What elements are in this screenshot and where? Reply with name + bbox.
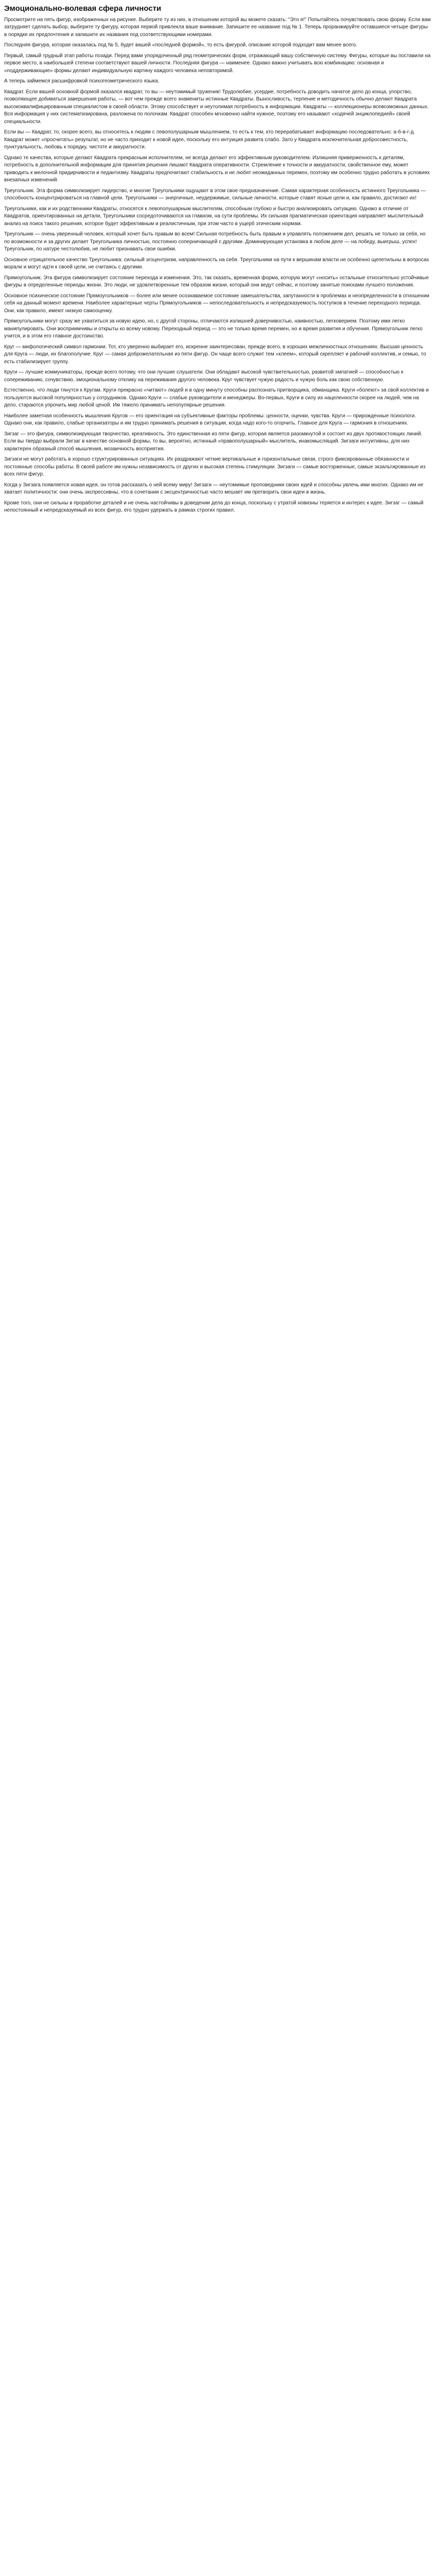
- article-paragraph: Треугольники, как и их родственники Квадраты, относятся к левополушарным мыслителям, способным глубоко и быстро анализировать ситуацию. Однако в отличие от Квадратов, ориентированных на детали, Треугольники сосредоточиваются на главном, на сути проблемы. Их сильная прагматическая ориентация направляет мыслительный анализ на поиск такого решения, которое будет эффективным и реалистичным, при этом часто в ущерб этическим нормам.: [4, 206, 424, 227]
- article-paragraph: Кроме того, они не сильны в проработке деталей и не очень настойчивы в доведении дела до конца, поскольку с утратой новизны теряется и интерес к идее. Зигзаг — самый непостоянный и непредсказуемый из всех фигур, его трудно удержать в рамках строгих правил.: [4, 500, 424, 514]
- article-body: [4, 16, 431, 515]
- article-page: [0, 0, 436, 522]
- article-paragraph: Квадрат. Если вашей основной формой оказался квадрат, то вы — неутомимый труженик! Трудолюбие, усердие, потребность доводить начатое дело до конца, упорство, позволяющее добиваться завершения работы, — вот чем прежде всего знамениты истинные Квадраты. Выносливость, терпение и методичность обычно делают Квадрата высококвалифицированным специалистом в своей области. Этому способствует и неутолимая потребность в информации. Квадраты — коллекционеры всевозможных данных. Вся информация у них систематизирована, разложена по полочкам. Квадрат способен мгновенно найти нужное, поэтому его называют «ходячей энциклопедией» своей специальности.: [4, 89, 429, 125]
- article-paragraph: Треугольник. Эта форма символизирует лидерство, и многие Треугольники ощущают в этом свое предназначение. Самая характерная особенность истинного Треугольника — способность концентрироваться на главной цели. Треугольники — энергичные, неудержимые, сильные личности, которые ставят ясные цели и, как правило, достигают их!: [4, 188, 426, 201]
- article-paragraph: Если вы — Квадрат, то, скорее всего, вы относитесь к людям с левополушарным мышлением, то есть к тем, кто перерабатывает информацию последовательно: а-б-в-г-д. Квадрат может «просчитать» результат, но не часто приходит к новой идее, поскольку его интуиция развита слабо. Зато у Квадрата исключительная добросовестность, пунктуальность, любовь к порядку, чистоте и аккуратности.: [4, 129, 415, 150]
- article-paragraph: Естественно, что люди тянутся к Кругам. Круги прекрасно «читают» людей и в одну минуту способны распознать притворщика, обманщика. Круги «болеют» за свой коллектив и пользуются высокой популярностью у сотрудников. Однако Круги — слабые руководители и менеджеры. Во-первых, Круги в силу их нацеленности скорее на людей, чем на дело, стараются упрочить мир любой ценой. Им тяжело принимать непопулярные решения.: [4, 387, 429, 409]
- article-paragraph: Просмотрите на пять фигур, изображенных на рисунке. Выберите ту из них, в отношении которой вы можете сказать: "Это я!" Попытайтесь почувствовать свою форму. Если вам затрудняет сделать выбор, выберите ту фигуру, которая первой привлекла ваше внимание. Запишите ее название под № 1. Теперь проранжируйте оставшиеся четыре фигуры в порядке их предпочтения и запишите их названия под соответствующими номерами.: [4, 16, 431, 38]
- article-paragraph: Круг — мифологический символ гармонии. Тот, кто уверенно выбирает его, искренне заинтересован, прежде всего, в хороших межличностных отношениях. Высшая ценность для Круга — люди, их благополучие. Круг — самая доброжелательная из пяти фигур. Он чаще всего служит тем «клеем», который скрепляет и рабочий коллектив, и семью, то есть стабилизирует группу.: [4, 344, 426, 365]
- article-paragraph: Треугольник — очень уверенный человек, который хочет быть правым во всем! Сильная потребность быть правым и управлять положением дел, решать не только за себя, но по возможности и за других делает Треугольника личностью, постоянно соперничающей с другими. Доминирующая установка в любом деле — на победу, выигрыш, успех! Треугольник, по натуре честолюбив, не любит признавать свои ошибки.: [4, 231, 426, 252]
- article-paragraph: Прямоугольник. Эта фигура символизирует состояние перехода и изменения. Это, так сказать, временная форма, которую могут «носить» остальные относительно устойчивые фигуры в определенные периоды жизни. Это люди, не удовлетворенные тем образом жизни, который они ведут сейчас, и поэтому занятые поисками лучшего положения.: [4, 275, 429, 289]
- article-paragraph: Первый, самый трудный этап работы позади. Перед вами упорядоченный ряд геометрических форм, отражающий вашу собственную систему. Фигуры, которые вы поставили на первое место, в наибольшей степени соответствуют вашей личности. Последняя фигура — наименее. Однако важно учитывать всю комбинацию: основная и «поддерживающие» формы делают индивидуальную картину каждого человека неповторимой.: [4, 53, 431, 74]
- article-paragraph: Зигзаги не могут работать в хорошо структурированных ситуациях. Их раздражают четкие вертикальные и горизонтальные связи, строго фиксированные обязанности и постоянные способы работы. В своей работе им нужны независимость от других и высокая степень стимуляции. Зигзаги — самые восторженные, самые экзальтированные из всех пяти фигур.: [4, 456, 426, 478]
- article-paragraph: Основное отрицательное качество Треугольника: сильный эгоцентризм, направленность на себя. Треугольники на пути к вершинам власти не особенно щепетильны в вопросах морали и могут идти к своей цели, не считаясь с другими.: [4, 257, 429, 270]
- article-title: Эмоционально-волевая сфера личности: [4, 4, 162, 13]
- article-paragraph: Однако те качества, которые делают Квадрата прекрасным исполнителем, не всегда делают его эффективным руководителем. Излишняя приверженность к деталям, потребность в дополнительной информации для принятия решения лишают Квадрата оперативности. Стремление к точности и аккуратности, свойственное ему, может приводить к мелочной придирчивости и педантизму. Квадраты предпочитают стабильность и не любят неожиданных перемен, поэтому им особенно трудно работать в условиях внезапных изменений.: [4, 155, 430, 183]
- article-paragraph: Зигзаг — это фигура, символизирующая творчество, креативность. Это единственная из пяти фигур, которая является разомкнутой и состоит из двух противостоящих линий. Если вы твердо выбрали Зигзаг в качестве основной формы, то вы, вероятно, истинный «правополушарный» мыслитель, инакомыслящий. Зигзаги интуитивны, для них характерен образный способ мышления, мозаичность восприятия.: [4, 431, 423, 452]
- article-paragraph: Последняя фигура, которая оказалась под № 5, будет вашей «последней формой», то есть фигурой, описание которой подходит вам менее всего.: [4, 42, 357, 48]
- article-paragraph: Когда у Зигзага появляется новая идея, он готов рассказать о ней всему миру! Зигзаги — неутомимые проповедники своих идей и способны увлечь ими многих. Однако им не хватает политичности: они очень экспрессивны, что в сочетании с эксцентричностью часто мешает им претворить свои идеи в жизнь.: [4, 482, 424, 496]
- article-paragraph: Наиболее заметная особенность мышления Кругов — его ориентация на субъективные факторы проблемы: ценности, оценки, чувства. Круги — прирожденные психологи. Однако они, как правило, слабые организаторы и им трудно принимать решения в ситуации, когда надо кого-то огорчить. Главное для Круга — гармония в отношениях.: [4, 413, 416, 427]
- article-paragraph: Прямоугольники могут сразу же ухватиться за новую идею, но, с другой стороны, отличаются излишней доверчивостью, наивностью, легковерием. Поэтому ими легко манипулировать. Они восприимчивы и открыты ко всему новому. Переходный период — это не только время перемен, но и время развития и обучения. Прямоугольник легко учится, и в этом его главное достоинство.: [4, 318, 423, 340]
- article-paragraph: А теперь займемся расшифровкой психогеометрического языка.: [4, 78, 160, 84]
- article-paragraph: Основное психическое состояние Прямоугольников — более или менее осознаваемое состояние замешательства, запутанности в проблемах и неопределенности в отношении себя на данный момент времени. Наиболее характерные черты Прямоугольников — непоследовательность и непредсказуемость поступков в течение переходного периода. Они, как правило, имеют низкую самооценку.: [4, 293, 430, 314]
- article-paragraph: Круги — лучшие коммуникаторы, прежде всего потому, что они лучшие слушатели. Они обладают высокой чувствительностью, развитой эмпатией — способностью к сопереживанию, сочувствию, эмоциональному отклику на переживания другого человека. Круг чувствует чужую радость и чужую боль как свою собственную.: [4, 369, 404, 383]
